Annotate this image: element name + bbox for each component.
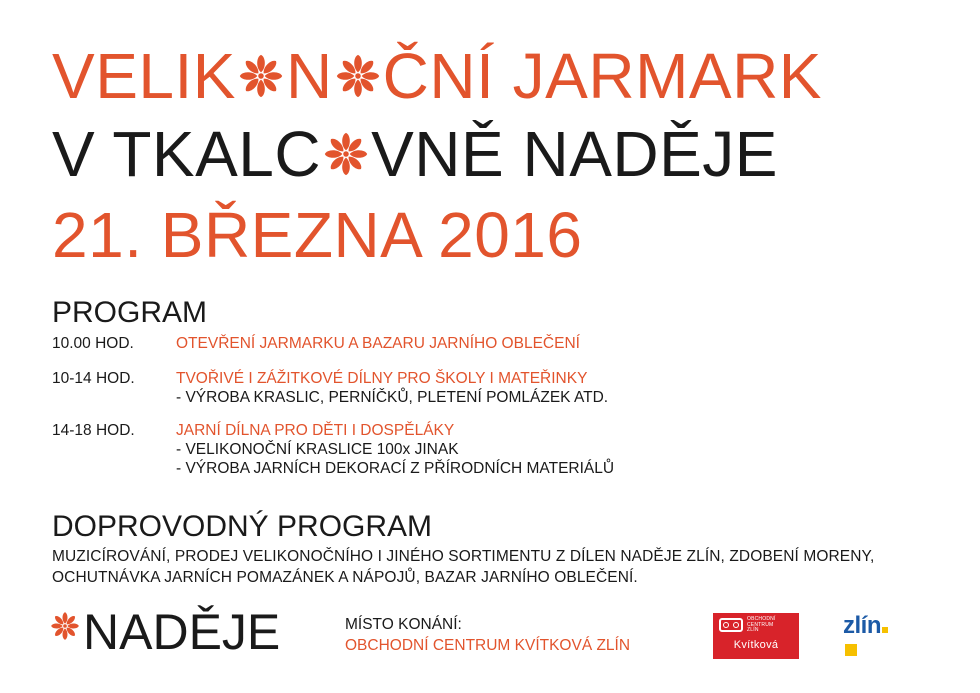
zlin-dot-icon [882,627,888,633]
program-title: OTEVŘENÍ JARMARKU A BAZARU JARNÍHO OBLEČENÍ [176,335,580,352]
zlin-square-icon [845,644,857,656]
program-detail: - VÝROBA JARNÍCH DEKORACÍ Z PŘÍRODNÍCH MATERIÁLŮ [176,460,615,477]
program-detail: - VÝROBA KRASLIC, PERNÍČKŮ, PLETENÍ POMLÁZEK ATD. [176,389,609,406]
program-time: 14-18 HOD. [52,422,135,439]
title-line-1-part-c: ČNÍ JARMARK [382,40,822,112]
program-heading: PROGRAM [52,296,208,329]
program-time: 10-14 HOD. [52,370,135,387]
zlin-logo-text: zlín [843,612,881,639]
event-date: 21. BŘEZNA 2016 [52,199,583,271]
title-line-1-part-a: VELIK [52,40,236,112]
kvitkova-logo-name: Kvítková [733,638,779,651]
title-line-1 [52,40,822,112]
nadeje-logo-text: NADĚJE [83,604,281,660]
venue-name: OBCHODNÍ CENTRUM KVÍTKOVÁ ZLÍN [345,637,631,654]
venue-label: MÍSTO KONÁNÍ: [345,616,462,633]
accompanying-text: MUZICÍROVÁNÍ, PRODEJ VELIKONOČNÍHO I JINÉHO SORTIMENTU Z DÍLEN NADĚJE ZLÍN, ZDOBENÍ MORENY, OCHUTNÁVKA JARNÍCH POMAZÁNEK A NÁPOJŮ, BAZAR JARNÍHO OBLEČENÍ. [52,548,875,586]
title-line-2-part-b: VNĚ NADĚJE [371,118,778,190]
program-title: JARNÍ DÍLNA PRO DĚTI I DOSPĚLÁKY [176,422,455,439]
title-line-1-part-b: N [285,40,333,112]
program-detail: - VELIKONOČNÍ KRASLICE 100x JINAK [176,441,459,458]
program-title: TVOŘIVÉ I ZÁŽITKOVÉ DÍLNY PRO ŠKOLY I MATEŘINKY [176,370,588,387]
flower-icon [335,53,381,99]
flower-icon [50,611,80,641]
accompanying-heading: DOPROVODNÝ PROGRAM [52,510,433,543]
title-line-2 [52,118,778,190]
flower-icon [323,131,369,177]
title-line-2-part-a: V TKALC [52,118,322,190]
flower-icon [238,53,284,99]
kvitkova-small-text: OBCHODNÍ CENTRUM ZLÍN [747,616,776,633]
zlin-logo [843,614,913,660]
kvitkova-emblem-icon [719,618,743,632]
nadeje-logo [48,604,281,660]
kvitkova-logo [713,613,799,659]
program-time: 10.00 HOD. [52,335,134,352]
